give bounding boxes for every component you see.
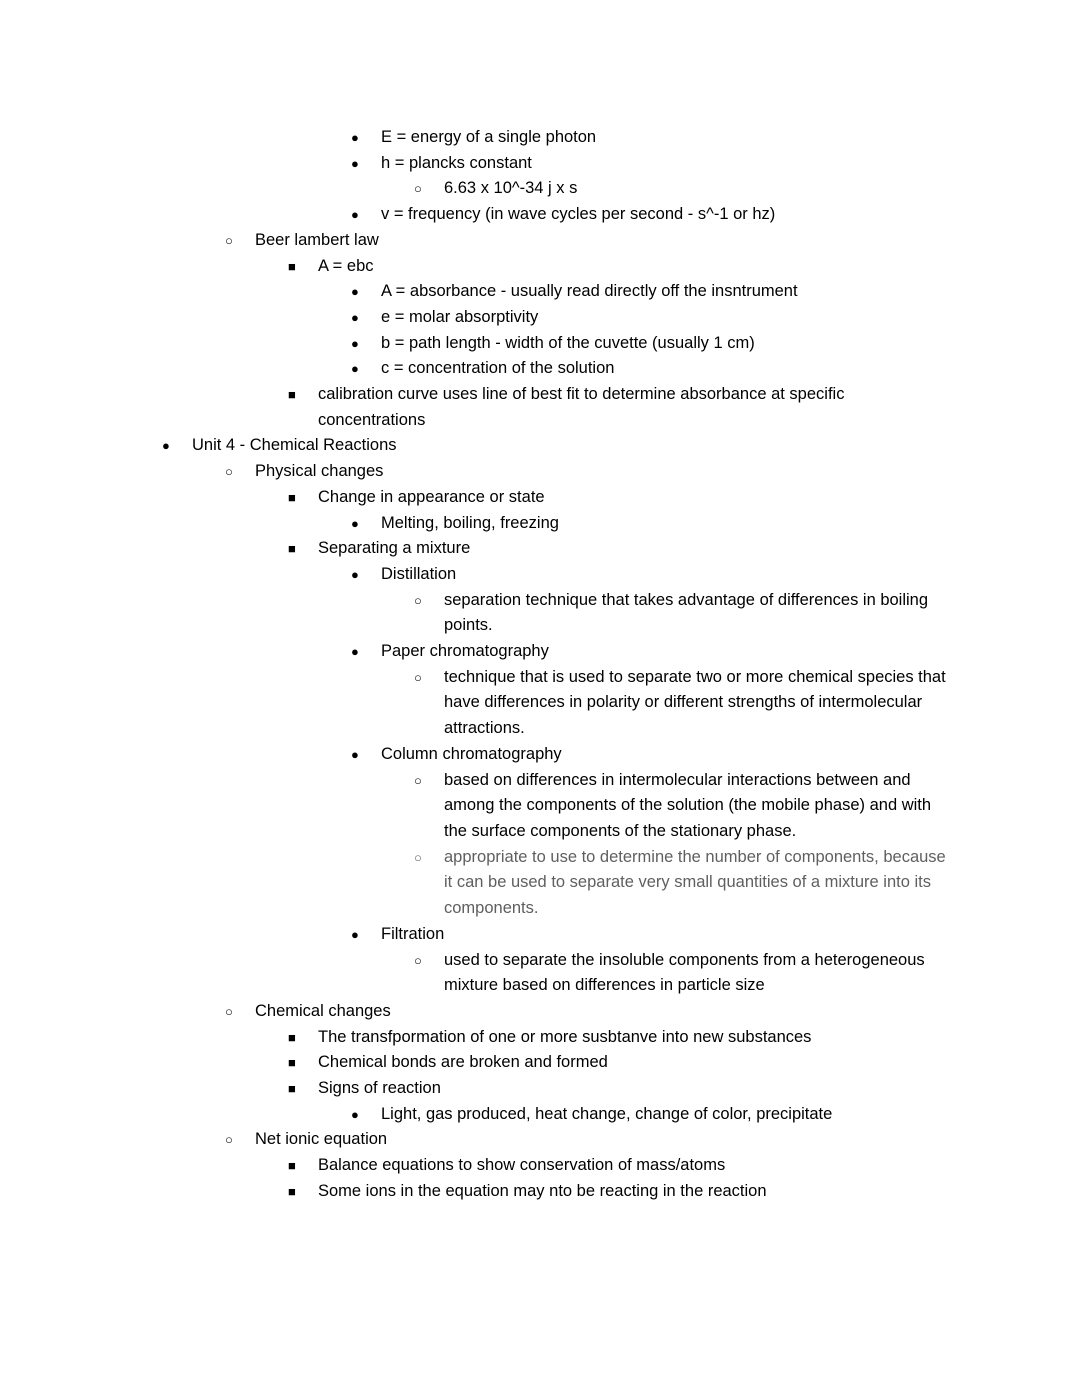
list-item [127, 845, 953, 922]
list-item-text: Some ions in the equation may nto be reacting in the reaction [318, 1181, 767, 1200]
list-item-text: Filtration [381, 924, 445, 943]
circle-bullet-icon: ○ [414, 772, 422, 788]
list-item-text: 6.63 x 10^-34 j x s [444, 179, 578, 198]
disc-bullet-icon: ● [351, 515, 359, 531]
circle-bullet-icon: ○ [225, 464, 233, 480]
list-item [127, 202, 953, 228]
disc-bullet-icon: ● [351, 130, 359, 145]
circle-bullet-icon: ○ [414, 669, 422, 685]
disc-bullet-icon: ● [351, 155, 359, 171]
list-item [127, 1025, 953, 1051]
list-item [127, 176, 953, 202]
list-item [127, 1127, 953, 1153]
disc-bullet-icon: ● [351, 644, 359, 660]
circle-bullet-icon: ○ [225, 1003, 233, 1019]
list-item-text: c = concentration of the solution [381, 359, 615, 378]
list-item-text: Net ionic equation [255, 1130, 388, 1149]
list-item-text: Beer lambert law [255, 230, 379, 249]
list-item-text: separation technique that takes advantage of differences in boiling points. [444, 590, 929, 635]
list-item-text: b = path length - width of the cuvette (usually 1 cm) [381, 333, 755, 352]
list-item-text: Separating a mixture [318, 539, 471, 558]
list-item [127, 1153, 953, 1179]
list-item-text: Unit 4 - Chemical Reactions [192, 436, 397, 455]
square-bullet-icon: ■ [288, 1183, 296, 1199]
list-item [127, 742, 953, 768]
square-bullet-icon: ■ [288, 1055, 296, 1071]
disc-bullet-icon: ● [351, 284, 359, 300]
list-item-text: Signs of reaction [318, 1079, 441, 1098]
square-bullet-icon: ■ [288, 258, 296, 274]
circle-bullet-icon: ○ [414, 592, 422, 608]
list-item-text: Melting, boiling, freezing [381, 513, 559, 532]
list-item [127, 511, 953, 537]
list-item [127, 305, 953, 331]
square-bullet-icon: ■ [288, 489, 296, 505]
square-bullet-icon: ■ [288, 1158, 296, 1174]
list-item-text: v = frequency (in wave cycles per second - s^-1 or hz) [381, 205, 776, 224]
circle-bullet-icon: ○ [225, 232, 233, 248]
list-item [127, 536, 953, 562]
list-item [127, 254, 953, 280]
square-bullet-icon: ■ [288, 1081, 296, 1097]
list-item-text: Chemical changes [255, 1001, 391, 1020]
list-item-text: Change in appearance or state [318, 487, 545, 506]
list-item-text: used to separate the insoluble components from a heterogeneous mixture based on differences in particle size [444, 950, 925, 995]
list-item [127, 151, 953, 177]
list-item [127, 588, 953, 639]
list-item-text: based on differences in intermolecular interactions between and among the components of the solution (the mobile phase) and with the surface components of the stationary phase. [444, 770, 932, 840]
list-item-text: Column chromatography [381, 744, 562, 763]
circle-bullet-icon: ○ [414, 849, 422, 865]
disc-bullet-icon: ● [351, 926, 359, 942]
list-item [127, 768, 953, 845]
list-item [127, 948, 953, 999]
list-item [127, 331, 953, 357]
list-item-text: Chemical bonds are broken and formed [318, 1053, 608, 1072]
list-item-text: calibration curve uses line of best fit to determine absorbance at specific concentrations [318, 385, 845, 429]
list-item [127, 562, 953, 588]
disc-bullet-icon: ● [351, 207, 359, 223]
list-item [127, 1050, 953, 1076]
list-item [127, 382, 953, 433]
circle-bullet-icon: ○ [414, 181, 422, 197]
disc-bullet-icon: ● [351, 566, 359, 582]
list-item [127, 999, 953, 1025]
list-item-text: Balance equations to show conservation of mass/atoms [318, 1156, 726, 1175]
list-item [127, 125, 953, 151]
list-item-text: Distillation [381, 564, 457, 583]
circle-bullet-icon: ○ [225, 1132, 233, 1148]
list-item [127, 356, 953, 382]
list-item [127, 1179, 953, 1205]
list-item-text: appropriate to use to determine the number of components, because it can be used to separate very small quantities of a mixture into its components. [444, 847, 946, 918]
disc-bullet-icon: ● [351, 361, 359, 377]
list-item-text: technique that is used to separate two or more chemical species that have differences in polarity or different strengths of intermolecular attractions. [444, 667, 946, 738]
list-item-text: h = plancks constant [381, 153, 532, 172]
disc-bullet-icon: ● [162, 438, 170, 454]
list-item-text: Physical changes [255, 462, 384, 481]
bullet-list [127, 125, 953, 1205]
list-item-text: E = energy of a single photon [381, 128, 597, 146]
list-item [127, 1076, 953, 1102]
square-bullet-icon: ■ [288, 387, 296, 403]
disc-bullet-icon: ● [351, 746, 359, 762]
list-item-text: The transfpormation of one or more susbtanve into new substances [318, 1027, 812, 1046]
list-item-text: Light, gas produced, heat change, change of color, precipitate [381, 1104, 833, 1123]
list-item [127, 665, 953, 742]
disc-bullet-icon: ● [351, 335, 359, 351]
list-item [127, 485, 953, 511]
list-item [127, 922, 953, 948]
list-item [127, 639, 953, 665]
circle-bullet-icon: ○ [414, 952, 422, 968]
list-item [127, 459, 953, 485]
square-bullet-icon: ■ [288, 1029, 296, 1045]
list-item [127, 1102, 953, 1128]
list-item [127, 228, 953, 254]
list-item [127, 279, 953, 305]
list-item-text: Paper chromatography [381, 642, 549, 661]
list-item [127, 433, 953, 459]
disc-bullet-icon: ● [351, 1106, 359, 1122]
list-item-text: A = ebc [318, 256, 374, 275]
square-bullet-icon: ■ [288, 541, 296, 557]
disc-bullet-icon: ● [351, 309, 359, 325]
list-item-text: e = molar absorptivity [381, 307, 539, 326]
list-item-text: A = absorbance - usually read directly off the insntrument [381, 282, 798, 301]
